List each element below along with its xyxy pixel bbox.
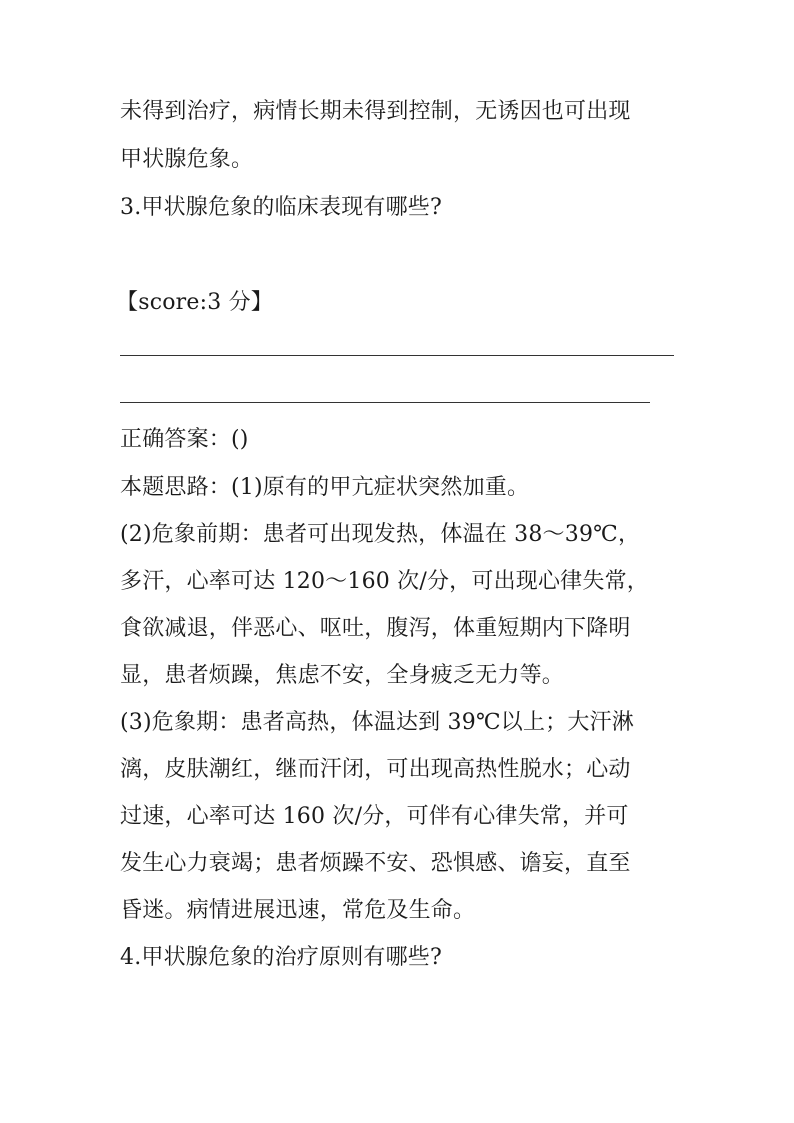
- explanation-line: 发生心力衰竭；患者烦躁不安、恐惧感、谵妄，直至: [120, 851, 631, 876]
- answer-blank-line-1: [120, 355, 674, 356]
- text-line: 未得到治疗，病情长期未得到控制，无诱因也可出现: [120, 99, 631, 124]
- explanation-line: (2)危象前期：患者可出现发热，体温在 38～39℃，: [120, 522, 641, 547]
- explanation-line: 本题思路：(1)原有的甲亢症状突然加重。: [120, 475, 530, 500]
- score-label: 【score:3 分】: [116, 290, 273, 315]
- explanation-line: 过速，心率可达 160 次/分，可伴有心律失常，并可: [120, 804, 629, 829]
- explanation-line: 昏迷。病情进展迅速，常危及生命。: [120, 898, 476, 923]
- question-3-title: 3.甲状腺危象的临床表现有哪些?: [120, 195, 442, 220]
- correct-answer-label: 正确答案：(): [120, 427, 249, 452]
- explanation-line: 多汗，心率可达 120～160 次/分，可出现心律失常，: [120, 569, 649, 594]
- explanation-line: 漓，皮肤潮红，继而汗闭，可出现高热性脱水；心动: [120, 757, 631, 782]
- text-line: 甲状腺危象。: [120, 147, 254, 172]
- question-4-title: 4.甲状腺危象的治疗原则有哪些?: [120, 945, 442, 970]
- answer-blank-line-2: [120, 402, 650, 403]
- explanation-line: (3)危象期：患者高热，体温达到 39℃以上；大汗淋: [120, 710, 634, 735]
- explanation-line: 显，患者烦躁，焦虑不安，全身疲乏无力等。: [120, 663, 565, 688]
- explanation-line: 食欲减退，伴恶心、呕吐，腹泻，体重短期内下降明: [120, 616, 631, 641]
